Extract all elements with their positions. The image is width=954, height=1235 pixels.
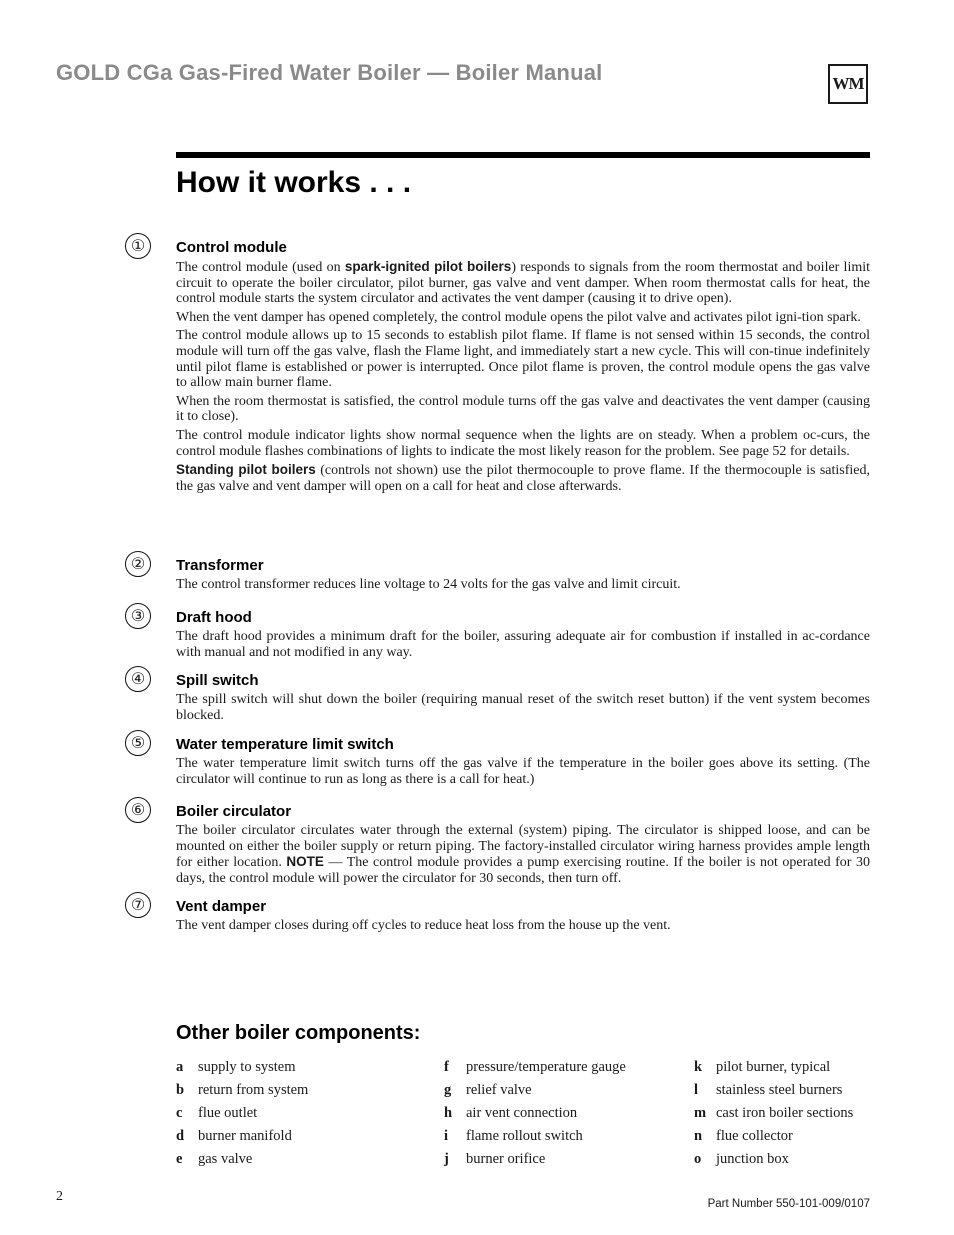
components-column-3	[694, 1057, 853, 1172]
component-item	[694, 1149, 853, 1172]
section-heading: Vent damper	[176, 898, 267, 915]
paragraph-text: ) responds to signals from the room thermostat and boiler limit circuit to operate the boiler circulator, pilot burner, gas valve and vent damper. When room thermostat calls for heat, the control module starts the system circulator and activates the vent damper (causing it to drive open).	[176, 260, 870, 307]
component-label: flame rollout switch	[466, 1128, 583, 1144]
component-letter: l	[694, 1082, 699, 1098]
section-number: ①	[125, 233, 151, 259]
section-paragraph: The control module indicator lights show normal sequence when the lights are on steady. When a problem oc-curs, the control module flashes combinations of lights to indicate the most likely reason for the problem. See page 52 for details.	[176, 427, 870, 459]
component-item	[176, 1149, 308, 1172]
component-item	[694, 1126, 853, 1149]
component-label: pilot burner, typical	[716, 1059, 831, 1075]
part-number	[600, 1198, 870, 1210]
component-letter: n	[694, 1128, 703, 1144]
section-paragraph: The water temperature limit switch turns off the gas valve if the temperature in the boiler goes above its setting. (The circulator will continue to run as long as there is a call for heat.)	[176, 756, 870, 787]
section-number: ⑤	[125, 730, 151, 756]
component-label: burner orifice	[466, 1151, 546, 1167]
component-item	[694, 1057, 853, 1080]
section-number: ⑦	[125, 892, 151, 918]
component-letter: c	[176, 1105, 183, 1121]
section-heading: Draft hood	[176, 609, 252, 626]
paragraph-text: — The control module provides a pump exercising routine. If the boiler is not operated for 30 days, the control module will power the circulator for 30 seconds, then turn off.	[176, 855, 870, 886]
component-item	[176, 1080, 308, 1103]
component-letter: e	[176, 1151, 183, 1167]
component-item	[444, 1126, 626, 1149]
component-label: relief valve	[466, 1082, 532, 1098]
component-label: stainless steel burners	[716, 1082, 843, 1098]
component-item	[444, 1103, 626, 1126]
components-column-1	[176, 1057, 308, 1172]
component-item	[694, 1080, 853, 1103]
component-label: gas valve	[198, 1151, 253, 1167]
section-boiler-circulator	[130, 800, 870, 889]
section-paragraph: The draft hood provides a minimum draft for the boiler, assuring adequate air for combustion if installed in ac-cordance with manual and not modified in any way.	[176, 629, 870, 660]
paragraph-text: The control module (used on	[176, 260, 345, 275]
section-draft-hood	[130, 606, 870, 663]
component-letter: k	[694, 1059, 703, 1075]
section-water-temperature-limit-switch	[130, 733, 870, 790]
section-paragraph	[176, 259, 870, 307]
section-heading: Transformer	[176, 557, 264, 574]
section-paragraph	[176, 823, 870, 886]
part-number-label: Part Number	[707, 1198, 773, 1210]
component-letter: i	[444, 1128, 449, 1144]
component-letter: f	[444, 1059, 449, 1075]
emphasis-text: spark-ignited pilot boilers	[344, 259, 512, 274]
other-components-heading: Other boiler components:	[176, 1022, 421, 1044]
section-control-module	[130, 236, 871, 497]
component-letter: m	[694, 1105, 707, 1121]
section-spill-switch	[130, 669, 870, 726]
emphasis-text: Standing pilot boilers	[176, 462, 316, 478]
paragraph-text: The boiler circulator circulates water through the external (system) piping. The circulator is shipped loose, and can be mounted on either the boiler supply or return piping. The factory-installed circulator wiring harness provides ample length for either location.	[176, 823, 870, 871]
section-number: ③	[125, 603, 151, 629]
section-number: ④	[125, 666, 151, 692]
component-item	[444, 1149, 626, 1172]
page-title: How it works . . .	[176, 166, 412, 199]
component-letter: d	[176, 1128, 185, 1144]
brand-logo-icon: WM	[828, 64, 868, 104]
section-paragraph	[176, 462, 870, 494]
section-paragraph: When the vent damper has opened completely, the control module opens the pilot valve and activates pilot igni-tion spark.	[176, 309, 861, 325]
part-number-value: 550-101-009/0107	[776, 1198, 870, 1210]
component-letter: a	[176, 1059, 184, 1075]
section-paragraph: The control transformer reduces line voltage to 24 volts for the gas valve and limit circuit.	[176, 577, 681, 592]
section-heading: Control module	[176, 239, 287, 256]
component-label: burner manifold	[198, 1128, 292, 1144]
component-item	[694, 1103, 853, 1126]
component-label: air vent connection	[466, 1105, 578, 1121]
section-transformer	[130, 554, 870, 596]
section-vent-damper	[130, 895, 870, 937]
paragraph-text: (controls not shown) use the pilot thermocouple to prove flame. If the thermocouple is satisfied, the gas valve and vent damper will open on a call for heat and close afterwards.	[176, 463, 871, 494]
components-column-2	[444, 1057, 626, 1172]
section-heading: Boiler circulator	[176, 803, 292, 820]
manual-header-title: GOLD CGa Gas-Fired Water Boiler — Boiler Manual	[56, 60, 603, 85]
component-item	[444, 1057, 626, 1080]
section-heading: Water temperature limit switch	[176, 736, 394, 753]
component-letter: h	[444, 1105, 453, 1121]
component-item	[444, 1080, 626, 1103]
component-item	[176, 1103, 308, 1126]
section-paragraph: The vent damper closes during off cycles to reduce heat loss from the house up the vent.	[176, 918, 671, 933]
component-item	[176, 1126, 308, 1149]
note-label: NOTE	[286, 854, 324, 870]
page-number: 2	[56, 1189, 63, 1204]
header-rule	[176, 152, 870, 158]
component-label: flue collector	[716, 1128, 793, 1144]
section-number: ②	[125, 551, 151, 577]
section-paragraph: When the room thermostat is satisfied, the control module turns off the gas valve and deactivates the vent damper (causing it to close).	[176, 393, 870, 425]
component-letter: g	[444, 1082, 452, 1098]
component-letter: b	[176, 1082, 185, 1098]
section-heading: Spill switch	[176, 672, 259, 689]
component-label: flue outlet	[198, 1105, 258, 1121]
section-paragraph: The spill switch will shut down the boiler (requiring manual reset of the switch reset button) if the vent system becomes blocked.	[176, 692, 870, 723]
component-letter: j	[444, 1151, 449, 1167]
section-number: ⑥	[125, 797, 151, 823]
component-label: cast iron boiler sections	[716, 1105, 854, 1121]
component-item	[176, 1057, 308, 1080]
component-label: pressure/temperature gauge	[466, 1059, 626, 1075]
component-letter: o	[694, 1151, 702, 1167]
component-label: return from system	[198, 1082, 309, 1098]
section-paragraph: The control module allows up to 15 seconds to establish pilot flame. If flame is not sensed within 15 seconds, the control module will turn off the gas valve, flash the Flame light, and immediately start a new cycle. This will con-tinue indefinitely until pilot flame is established or power is interrupted. Once pilot flame is proven, the control module opens the gas valve to allow main burner flame.	[176, 328, 870, 391]
component-label: supply to system	[198, 1059, 296, 1075]
component-label: junction box	[716, 1151, 789, 1167]
